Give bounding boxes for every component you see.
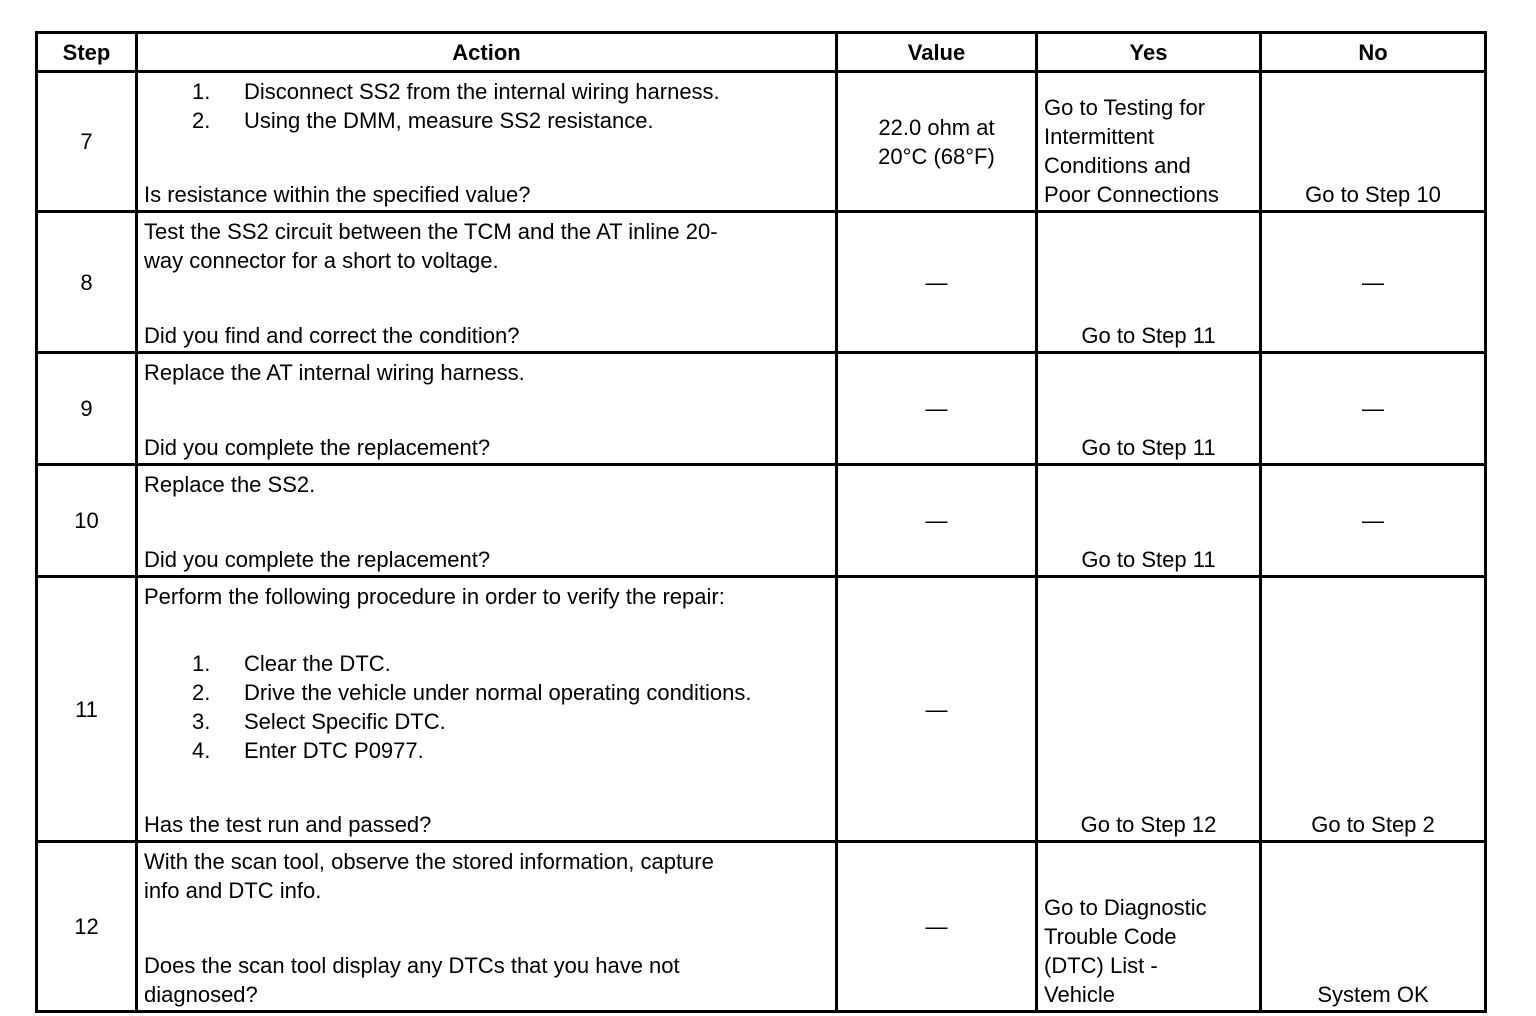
step-number: 12 — [37, 842, 137, 1012]
yes-cell: Go to Step 11 — [1037, 353, 1261, 465]
table-row — [37, 842, 1486, 1012]
table-row — [37, 212, 1486, 353]
yes-cell: Go to Diagnostic Trouble Code (DTC) List - Vehicle — [1037, 842, 1261, 1012]
step-number: 7 — [37, 72, 137, 212]
value-cell: — — [837, 212, 1037, 353]
procedure-list — [144, 77, 829, 135]
yes-cell: Go to Step 12 — [1037, 577, 1261, 842]
list-item: 1. Clear the DTC. — [192, 651, 391, 676]
header-action: Action — [137, 33, 837, 72]
action-question: Did you complete the replacement? — [144, 435, 491, 460]
table-row — [37, 465, 1486, 577]
list-item: 1. Disconnect SS2 from the internal wiring harness. — [192, 79, 720, 104]
value-cell: — — [837, 465, 1037, 577]
step-number: 11 — [37, 577, 137, 842]
action-cell: Replace the SS2. Did you complete the replacement? — [137, 465, 837, 577]
action-question: Is resistance within the specified value? — [144, 182, 531, 207]
no-cell: — — [1261, 465, 1486, 577]
table-row — [37, 577, 1486, 842]
no-cell: Go to Step 10 — [1261, 72, 1486, 212]
value-cell: — — [837, 577, 1037, 842]
action-cell: Perform the following procedure in order to verify the repair: 1. Clear the DTC. 2. Drive the vehicle under normal operating conditions. 3. Select Specific DTC. 4. Enter DTC P0977. Has the test run and passed? — [137, 577, 837, 842]
list-item: 4. Enter DTC P0977. — [192, 738, 424, 763]
no-cell: — — [1261, 353, 1486, 465]
table-row — [37, 72, 1486, 212]
yes-cell: Go to Step 11 — [1037, 465, 1261, 577]
header-no: No — [1261, 33, 1486, 72]
no-cell: — — [1261, 212, 1486, 353]
action-question: Does the scan tool display any DTCs that you have not diagnosed? — [144, 953, 680, 1007]
action-question: Did you complete the replacement? — [144, 547, 491, 572]
procedure-list — [144, 649, 829, 765]
step-number: 10 — [37, 465, 137, 577]
header-value: Value — [837, 33, 1037, 72]
step-number: 9 — [37, 353, 137, 465]
diagnostic-table — [35, 31, 1487, 1013]
value-cell: 22.0 ohm at 20°C (68°F) — [837, 72, 1037, 212]
action-question: Did you find and correct the condition? — [144, 323, 520, 348]
table-row — [37, 353, 1486, 465]
header-row — [37, 33, 1486, 72]
yes-cell: Go to Testing for Intermittent Conditions and Poor Connections — [1037, 72, 1261, 212]
no-cell: System OK — [1261, 842, 1486, 1012]
action-question: Has the test run and passed? — [144, 812, 432, 837]
step-number: 8 — [37, 212, 137, 353]
value-cell: — — [837, 353, 1037, 465]
action-cell: Test the SS2 circuit between the TCM and the AT inline 20- way connector for a short to voltage. Did you find and correct the condition? — [137, 212, 837, 353]
header-step: Step — [37, 33, 137, 72]
yes-cell: Go to Step 11 — [1037, 212, 1261, 353]
action-cell: With the scan tool, observe the stored information, capture info and DTC info. Does the scan tool display any DTCs that you have not diagnosed? — [137, 842, 837, 1012]
list-item: 2. Drive the vehicle under normal operating conditions. — [192, 680, 752, 705]
action-cell — [137, 72, 837, 212]
no-cell: Go to Step 2 — [1261, 577, 1486, 842]
list-item: 2. Using the DMM, measure SS2 resistance. — [192, 108, 654, 133]
list-item: 3. Select Specific DTC. — [192, 709, 446, 734]
action-cell: Replace the AT internal wiring harness. Did you complete the replacement? — [137, 353, 837, 465]
value-cell: — — [837, 842, 1037, 1012]
header-yes: Yes — [1037, 33, 1261, 72]
